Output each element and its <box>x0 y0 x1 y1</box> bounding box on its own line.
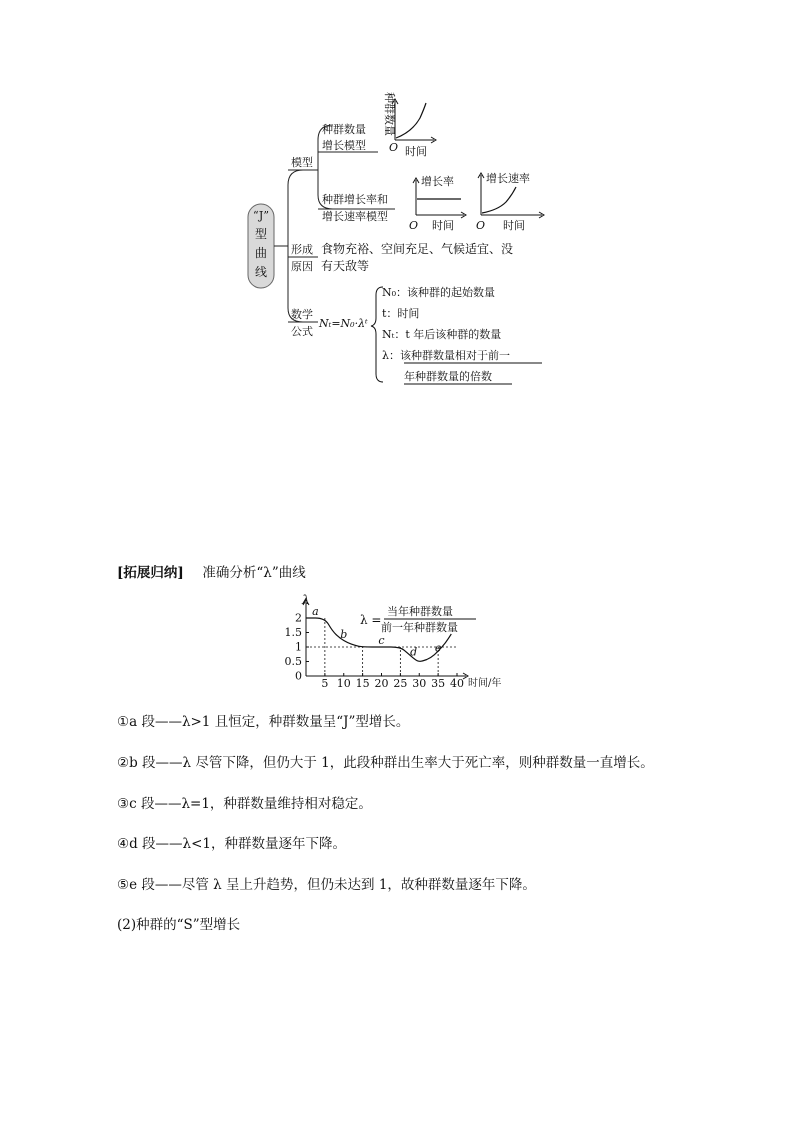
root-char-3: 线 <box>254 265 268 279</box>
chart-segment-label: c <box>378 634 385 647</box>
paragraph-e: ⑤e 段——尽管 λ 呈上升趋势，但仍未达到 1，故种群数量逐年下降。 <box>117 877 536 893</box>
chart-formula-lambda: λ = <box>360 613 382 627</box>
j-curve-concept-map <box>0 0 794 400</box>
growth-model-graph <box>392 99 436 143</box>
chart-x-tick-label: 5 <box>321 677 329 690</box>
chart-x-tick-label: 35 <box>431 677 446 690</box>
chart-formula-denominator: 前一年种群数量 <box>381 621 458 634</box>
chart-y-tick-label: 0.5 <box>284 655 302 668</box>
chart-segment-label: a <box>312 605 319 618</box>
lambda-chart <box>0 590 794 700</box>
chart-segment-label: e <box>434 641 442 655</box>
graph3-origin: O <box>476 219 486 232</box>
chart-ylabel: λ <box>302 593 310 607</box>
graph1-ylabel: 种群数量 <box>383 92 396 136</box>
chart-y-tick-label: 2 <box>295 611 302 625</box>
cause-label-line1: 形成 <box>291 243 313 256</box>
chart-x-tick-label: 30 <box>412 677 427 690</box>
chart-formula-numerator: 当年种群数量 <box>387 605 453 618</box>
chart-x-tick-label: 10 <box>336 677 351 690</box>
cause-text-line2: 有天敌等 <box>321 259 370 273</box>
root-char-1: 型 <box>254 227 268 241</box>
graph1-curve <box>396 103 426 138</box>
model-label: 模型 <box>291 156 313 169</box>
chart-segment-label: d <box>410 645 418 659</box>
graph1-origin: O <box>389 141 399 154</box>
formula-item-4: 年种群数量的倍数 <box>404 370 492 383</box>
graph2-xlabel: 时间 <box>432 219 454 232</box>
chart-segment-label: b <box>340 628 348 642</box>
section-bracket-title: [拓展归纳] <box>117 565 184 581</box>
graph1-xlabel: 时间 <box>405 145 427 158</box>
cause-label-line2: 原因 <box>291 260 313 273</box>
paragraph-c: ③c 段——λ=1，种群数量维持相对稳定。 <box>117 796 372 812</box>
graph2-origin: O <box>409 219 419 232</box>
growth-model-line2: 增长模型 <box>322 139 366 152</box>
section-title-text: 准确分析“λ”曲线 <box>202 565 306 581</box>
formula-label-line1: 数学 <box>291 308 313 321</box>
chart-y-tick-label: 1.5 <box>284 626 302 639</box>
formula-expression: Nₜ=N₀·λᵗ <box>319 317 368 330</box>
rate-model-line1: 种群增长率和 <box>322 193 388 206</box>
formula-item-2: Nₜ：t 年后该种群的数量 <box>382 328 502 341</box>
section-title <box>117 561 306 581</box>
graph3-ylabel: 增长速率 <box>486 172 530 185</box>
paragraph-s-curve: (2)种群的“S”型增长 <box>117 917 241 933</box>
formula-item-1: t：时间 <box>382 307 420 320</box>
chart-xlabel: 时间/年 <box>468 678 502 689</box>
root-char-0: “J” <box>253 209 269 222</box>
root-connectors <box>274 125 395 322</box>
chart-x-tick-label: 40 <box>450 677 464 690</box>
graph2-ylabel: 增长率 <box>421 175 454 188</box>
paragraph-a: ①a 段——λ>1 且恒定，种群数量呈“J”型增长。 <box>117 714 410 730</box>
growth-model-line1: 种群数量 <box>322 123 366 136</box>
graph3-curve <box>482 187 516 213</box>
chart-x-tick-label: 25 <box>393 677 408 690</box>
chart-x-tick-label: 20 <box>374 677 389 690</box>
formula-item-0: N₀：该种群的起始数量 <box>382 286 496 299</box>
cause-text-line1: 食物充裕、空间充足、气候适宜、没 <box>321 242 514 256</box>
chart-y-tick-label: 1 <box>295 640 302 654</box>
formula-label-line2: 公式 <box>291 325 313 338</box>
root-char-2: 曲 <box>254 246 268 260</box>
graph3-xlabel: 时间 <box>503 219 525 232</box>
paragraph-b: ②b 段——λ 尽管下降，但仍大于 1，此段种群出生率大于死亡率，则种群数量一直增长。 <box>117 755 654 771</box>
paragraph-d: ④d 段——λ<1，种群数量逐年下降。 <box>117 836 346 852</box>
formula-item-3: λ：该种群数量相对于前一 <box>382 349 510 362</box>
chart-y-tick-label: 0 <box>295 669 302 683</box>
rate-model-line2: 增长速率模型 <box>322 210 388 223</box>
chart-x-tick-label: 15 <box>355 677 370 690</box>
